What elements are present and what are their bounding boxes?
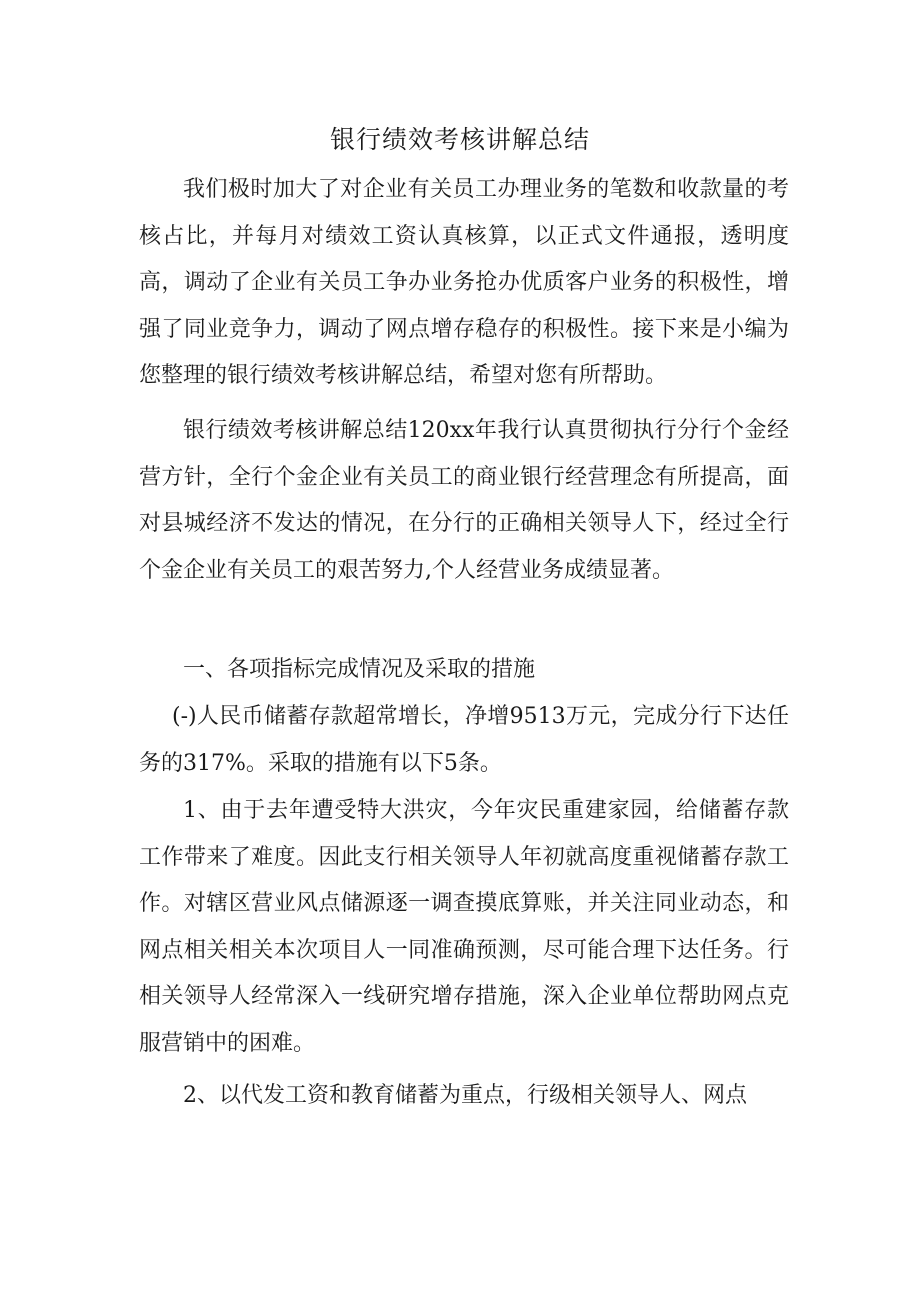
document-title: 银行绩效考核讲解总结 [329,125,590,154]
list-item: 1、由于去年遭受特大洪灾，今年灾民重建家园，给储蓄存款工作带来了难度。因此支行相关领导人年初就高度重视储蓄存款工作。对辖区营业风点储源逐一调查摸底算账，并关注同业动态，和网点相关相关本次项目人一同准确预测，尽可能合理下达任务。行相关领导人经常深入一线研究增存措施，深入企业单位帮助网点克服营销中的困难。 [139,798,789,1056]
paragraph-summary: 银行绩效考核讲解总结120xx年我行认真贯彻执行分行个金经营方针，全行个金企业有关员工的商业银行经营理念有所提高，面对县城经济不发达的情况，在分行的正确相关领导人下，经过全行个金企业有关员工的艰苦努力,个人经营业务成绩显著。 [139,418,789,583]
list-item: 2、以代发工资和教育储蓄为重点，行级相关领导人、网点 [183,1083,747,1108]
section-heading: 一、各项指标完成情况及采取的措施 [183,657,536,682]
paragraph-intro: 我们极时加大了对企业有关员工办理业务的笔数和收款量的考核占比，并每月对绩效工资认真核算，以正式文件通报，透明度高，调动了企业有关员工争办业务抢办优质客户业务的积极性，增强了同业竞争力，调动了网点增存稳存的积极性。接下来是小编为您整理的银行绩效考核讲解总结，希望对您有所帮助。 [139,177,789,388]
subsection-paragraph: (-)人民币储蓄存款超常增长，净增9513万元，完成分行下达任务的317%。采取的措施有以下5条。 [139,704,789,776]
